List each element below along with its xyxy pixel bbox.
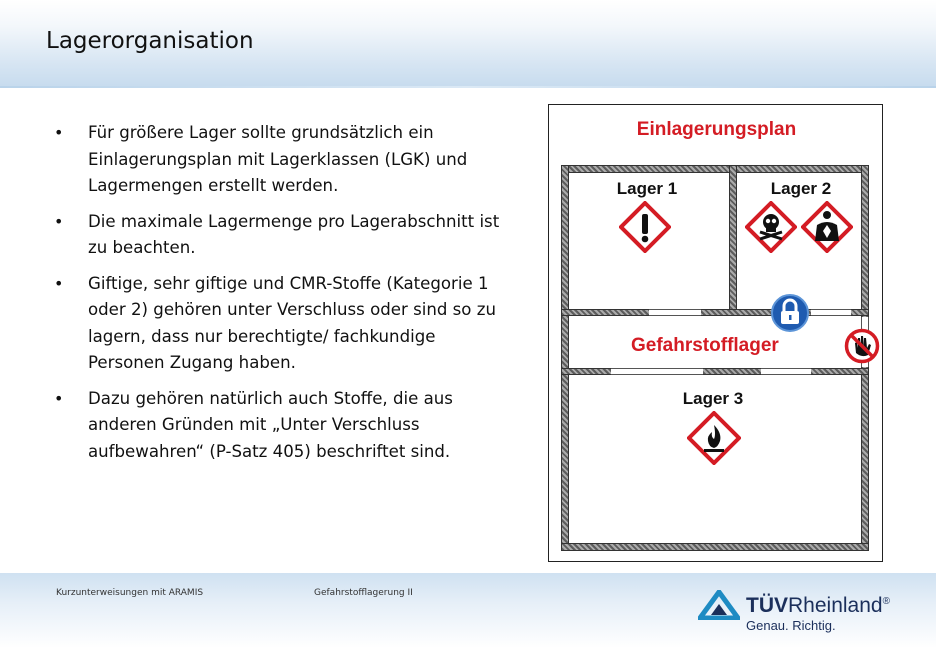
footer-course: Kurzunterweisungen mit ARAMIS — [56, 588, 204, 598]
bullet-item: • Dazu gehören natürlich auch Stoffe, die aus anderen Gründen mit „Unter Verschluss aufbewahren“ (P-Satz 405) beschriftet sind. — [54, 388, 453, 461]
bullet-text: Giftige, sehr giftige und CMR-Stoffe (Kategorie 1 oder 2) gehören unter Verschluss oder sind so zu lagern, dass nur berechtigte/ fachkundige Personen Zugang haben. — [88, 273, 496, 372]
door — [649, 309, 701, 316]
wall — [561, 165, 569, 551]
hazmat-storage-label: Gefahrstofflager — [631, 335, 779, 356]
door — [611, 368, 703, 375]
no-access-hand-icon — [844, 328, 880, 364]
brand-name — [746, 594, 890, 618]
wall — [561, 368, 869, 375]
bullet-text: Für größere Lager sollte grundsätzlich ein Einlagerungsplan mit Lagerklassen (LGK) und Lagermengen erstellt werden. — [88, 123, 468, 195]
registered-mark: ® — [882, 596, 890, 607]
room-label-lager-2: Lager 2 — [770, 179, 832, 198]
brand-rest: Rheinland — [788, 594, 883, 617]
health-hazard-icon — [801, 201, 853, 253]
bullet-item: • Die maximale Lagermenge pro Lagerabschnitt ist zu beachten. — [54, 211, 500, 257]
room-label-lager-3: Lager 3 — [682, 389, 744, 408]
page-title: Lagerorganisation — [46, 28, 254, 54]
lock-icon — [771, 294, 809, 332]
door — [761, 368, 811, 375]
bullet-item: • Giftige, sehr giftige und CMR-Stoffe (Kategorie 1 oder 2) gehören unter Verschluss oder sind so zu lagern, dass nur berechtigte/ fachkundige Personen Zugang haben. — [54, 273, 496, 372]
bullet-item: • Für größere Lager sollte grundsätzlich ein Einlagerungsplan mit Lagerklassen (LGK) und Lagermengen erstellt werden. — [54, 123, 468, 195]
brand-bold: TÜV — [746, 594, 788, 617]
plan-title: Einlagerungsplan — [636, 119, 797, 140]
skull-hazard-icon — [745, 201, 797, 253]
storage-plan — [548, 104, 883, 562]
bullet-text: Die maximale Lagermenge pro Lagerabschnitt ist zu beachten. — [88, 211, 500, 257]
bullet-list — [52, 120, 512, 474]
footer-topic: Gefahrstofflagerung II — [314, 588, 413, 598]
room-label-lager-1: Lager 1 — [616, 179, 678, 198]
door — [811, 309, 851, 316]
flame-hazard-icon — [687, 411, 741, 465]
brand-tagline: Genau. Richtig. — [746, 618, 836, 633]
exclamation-hazard-icon — [619, 201, 671, 253]
tuv-logo-icon — [698, 590, 740, 620]
wall — [729, 165, 737, 315]
bullet-text: Dazu gehören natürlich auch Stoffe, die aus anderen Gründen mit „Unter Verschluss aufbewahren“ (P-Satz 405) beschriftet sind. — [88, 388, 453, 461]
wall — [561, 165, 869, 173]
wall — [561, 543, 869, 551]
